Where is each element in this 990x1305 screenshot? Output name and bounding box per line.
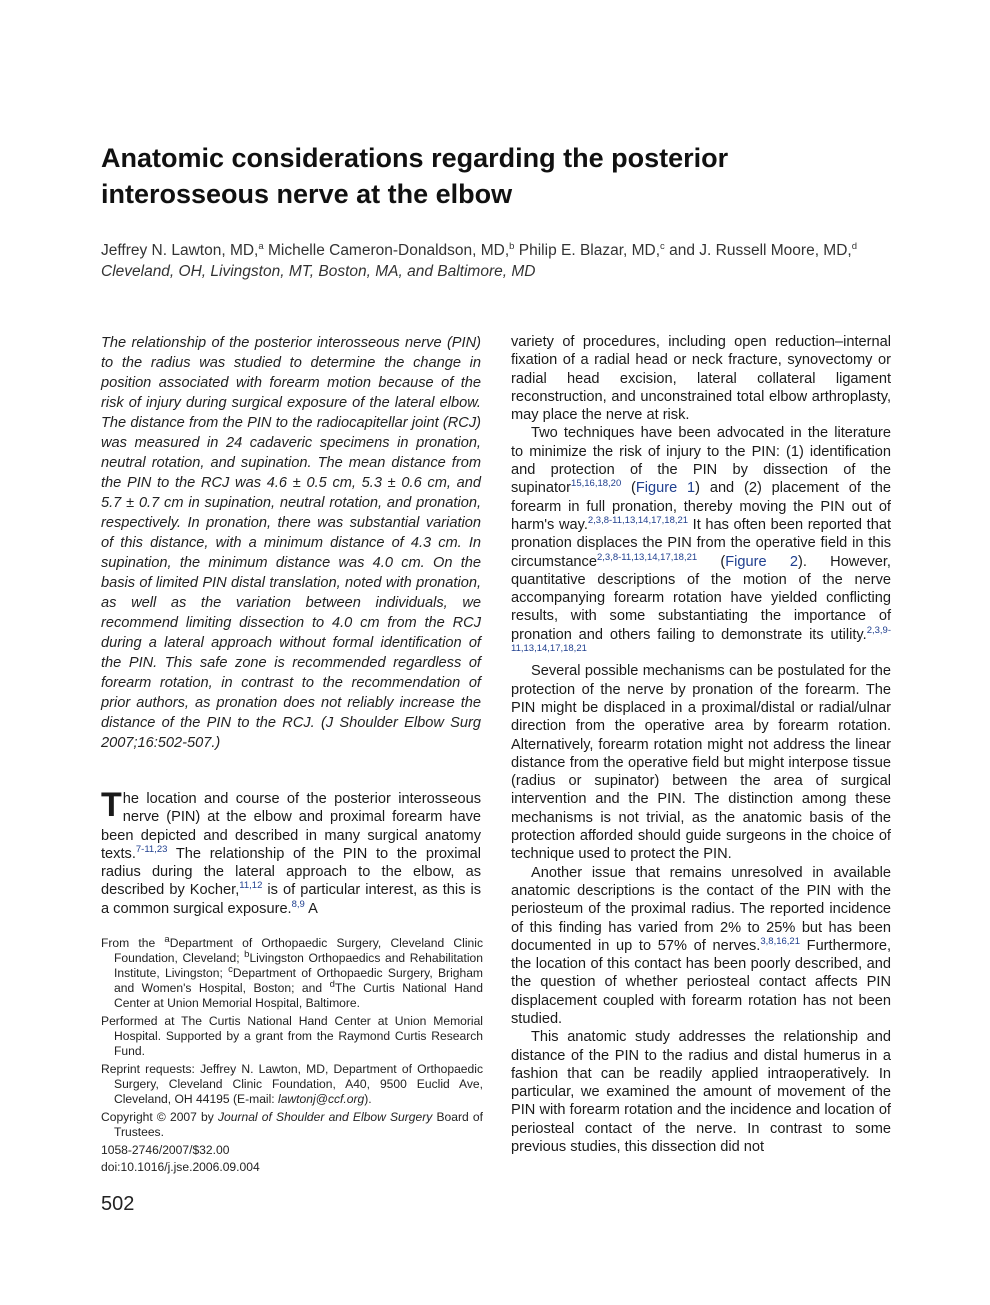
body-paragraph: Several possible mechanisms can be postulated for the protection of the nerve by pronation of the forearm. The PIN might be displaced in a proximal/distal or radial/ulnar direction from the operative area by forearm rotation. Alternatively, forearm rotation might not address the linear distance from the operative field but might interpose tissue (radius or supinator) between the area of surgical intervention and the PIN. The distinction among these mechanisms is not trivial, as the anatomic basis of the protection afforded should guide surgeons in the choice of technique used to protect the PIN. (511, 663, 891, 863)
affiliation-mark: a (258, 240, 264, 252)
affiliation-mark: c (660, 240, 665, 252)
author-locations: Cleveland, OH, Livingston, MT, Boston, MA, and Baltimore, MD (101, 263, 536, 280)
intro-text: he location and course of the posterior interosseous nerve (PIN) at the elbow and proximal forearm have been depicted and described in many surgical anatomy texts. (101, 791, 481, 862)
abstract: The relationship of the posterior interosseous nerve (PIN) to the radius was studied to determine the change in position associated with forearm motion because of the risk of injury during surgical exposure of the lateral elbow. The distance from the PIN to the radiocapitellar joint (RCJ) was measured in 24 cadaveric specimens in pronation, neutral rotation, and supination. The mean distance from the PIN to the RCJ was 4.6 ± 0.5 cm, 5.3 ± 0.6 cm, and 5.7 ± 0.7 cm in supination, neutral rotation, and pronation, respectively. In pronation, there was substantial variation of this distance, with a minimum distance of 4.3 cm. In supination, the minimum distance was 4.0 cm. On the basis of limited PIN distal translation, noted with pronation, as well as the variation between individuals, we recommend limiting dissection to 4.0 cm from the RCJ during a lateral approach without formal identification of the PIN. This safe zone is recommended regardless of forearm rotation, in contrast to the recommendation of prior authors, as pronation does not reliably increase the distance of the PIN to the RCJ. (J Shoulder Elbow Surg 2007;16:502-507.) (101, 335, 481, 751)
author-name: Michelle Cameron-Donaldson, MD, (263, 242, 510, 259)
page-number: 502 (101, 1193, 135, 1215)
footnote-issn: 1058-2746/2007/$32.00 (101, 1143, 230, 1157)
citation-link[interactable]: 11,12 (239, 880, 263, 892)
intro-text: A (304, 900, 318, 917)
intro-text: is of particular interest, as this is a common surgical exposure. (101, 882, 481, 917)
intro-text: The relationship of the PIN to the proximal radius during the lateral approach to the elbow, as described by Kocher, (101, 845, 481, 899)
body-right-column (511, 333, 891, 1156)
footnotes (101, 933, 484, 1177)
body-paragraph: variety of procedures, including open reduction–internal fixation of a radial head or neck fracture, synovectomy or radial head excision, lateral collateral ligament reconstruction, and unconstrained total elbow arthroplasty, may place the nerve at risk. (511, 334, 891, 424)
footnote-affiliations: From the $^a$Department of Orthopaedic Surgery, Cleveland Clinic Foundation, Cleveland; $^b$Livingston Orthopaedics and Rehabilitation Institute, Livingston; $^c$Department of Orthopaedic Surgery, Brigham and Women's Hospital, Boston; and $^d$The Curtis National Hand Center at Union Memorial Hospital, Baltimore. (101, 933, 484, 1010)
footnote-copyright: Copyright © 2007 by Journal of Shoulder and Elbow Surgery Board of Trustees. (101, 1110, 483, 1139)
footnote-doi[interactable]: doi:10.1016/j.jse.2006.09.004 (101, 1160, 260, 1174)
footnote-performed: Performed at The Curtis National Hand Center at Union Memorial Hospital. Supported by a grant from the Raymond Curtis Research Fund. (101, 1014, 483, 1058)
author-name: and J. Russell Moore, MD, (664, 242, 852, 259)
citation-link[interactable]: 8,9 (291, 898, 305, 910)
intro-paragraph (101, 786, 481, 918)
drop-cap: T (101, 786, 122, 824)
body-paragraph: This anatomic study addresses the relationship and distance of the PIN to the radius and distal humerus in a fashion that can be readily applied intraoperatively. In particular, we examined the amount of movement of the PIN with forearm rotation and the incidence and location of periosteal contact of the nerve. In contrast to some previous studies, this dissection did not (511, 1029, 891, 1156)
citation-link[interactable]: 15,16,18,20 (571, 478, 622, 490)
citation-link[interactable]: 3,8,16,21 (760, 935, 800, 947)
figure-2-link[interactable]: Figure 2 (725, 553, 798, 570)
affiliation-mark: d (851, 240, 858, 252)
author-block (101, 240, 901, 282)
affiliation-mark: b (509, 240, 515, 252)
footnote-reprint: Reprint requests: Jeffrey N. Lawton, MD, Department of Orthopaedic Surgery, Cleveland Clinic Foundation, A40, 9500 Euclid Ave, Cleveland, OH 44195 (E-mail: lawtonj@ccf.org). (101, 1062, 483, 1106)
author-name: Philip E. Blazar, MD, (514, 242, 661, 259)
body-paragraph: Two techniques have been advocated in the literature to minimize the risk of injury to the PIN: (1) identification and protection of the PIN by dissection of the supinator$^{15,16,18,20}$ (Figure 1) and (2) placement of the forearm in full pronation, thereby moving the PIN out of harm's way.$^{2,3,8-11,13,14,17,18,21}$ It has often been reported that pronation displaces the PIN from the operative field in this circumstance$^{2,3,8-11,13,14,17,18,21}$ (Figure 2). However, quantitative descriptions of the motion of the nerve accompanying forearm rotation have yielded conflicting results, with some substantiating the importance of pronation and others failing to demonstrate its utility.$^{2,3,9-11,13,14,17,18,21}$ (511, 425, 891, 655)
citation-link[interactable]: 2,3,9-11,13,14,17,18,21 (511, 624, 891, 655)
citation-link[interactable]: 7-11,23 (135, 844, 168, 856)
figure-1-link[interactable]: Figure 1 (635, 480, 696, 497)
body-paragraph: Another issue that remains unresolved in available anatomic descriptions is the contact of the PIN with the periosteum of the proximal radius. The reported incidence of this finding has varied from 2% to 25% but has been documented in up to 57% of nerves.$^{3,8,16,21}$ Furthermore, the location of this contact has been poorly described, and the question of whether periosteal contact affects PIN displacement coupled with forearm rotation has not been studied. (511, 864, 891, 1027)
citation-link[interactable]: 2,3,8-11,13,14,17,18,21 (596, 551, 698, 563)
email-link[interactable]: lawtonj@ccf.org (278, 1092, 365, 1106)
citation-link[interactable]: 2,3,8-11,13,14,17,18,21 (587, 515, 689, 527)
author-name: Jeffrey N. Lawton, MD, (101, 242, 259, 259)
article-title: Anatomic considerations regarding the posterior interosseous nerve at the elbow (101, 143, 729, 209)
